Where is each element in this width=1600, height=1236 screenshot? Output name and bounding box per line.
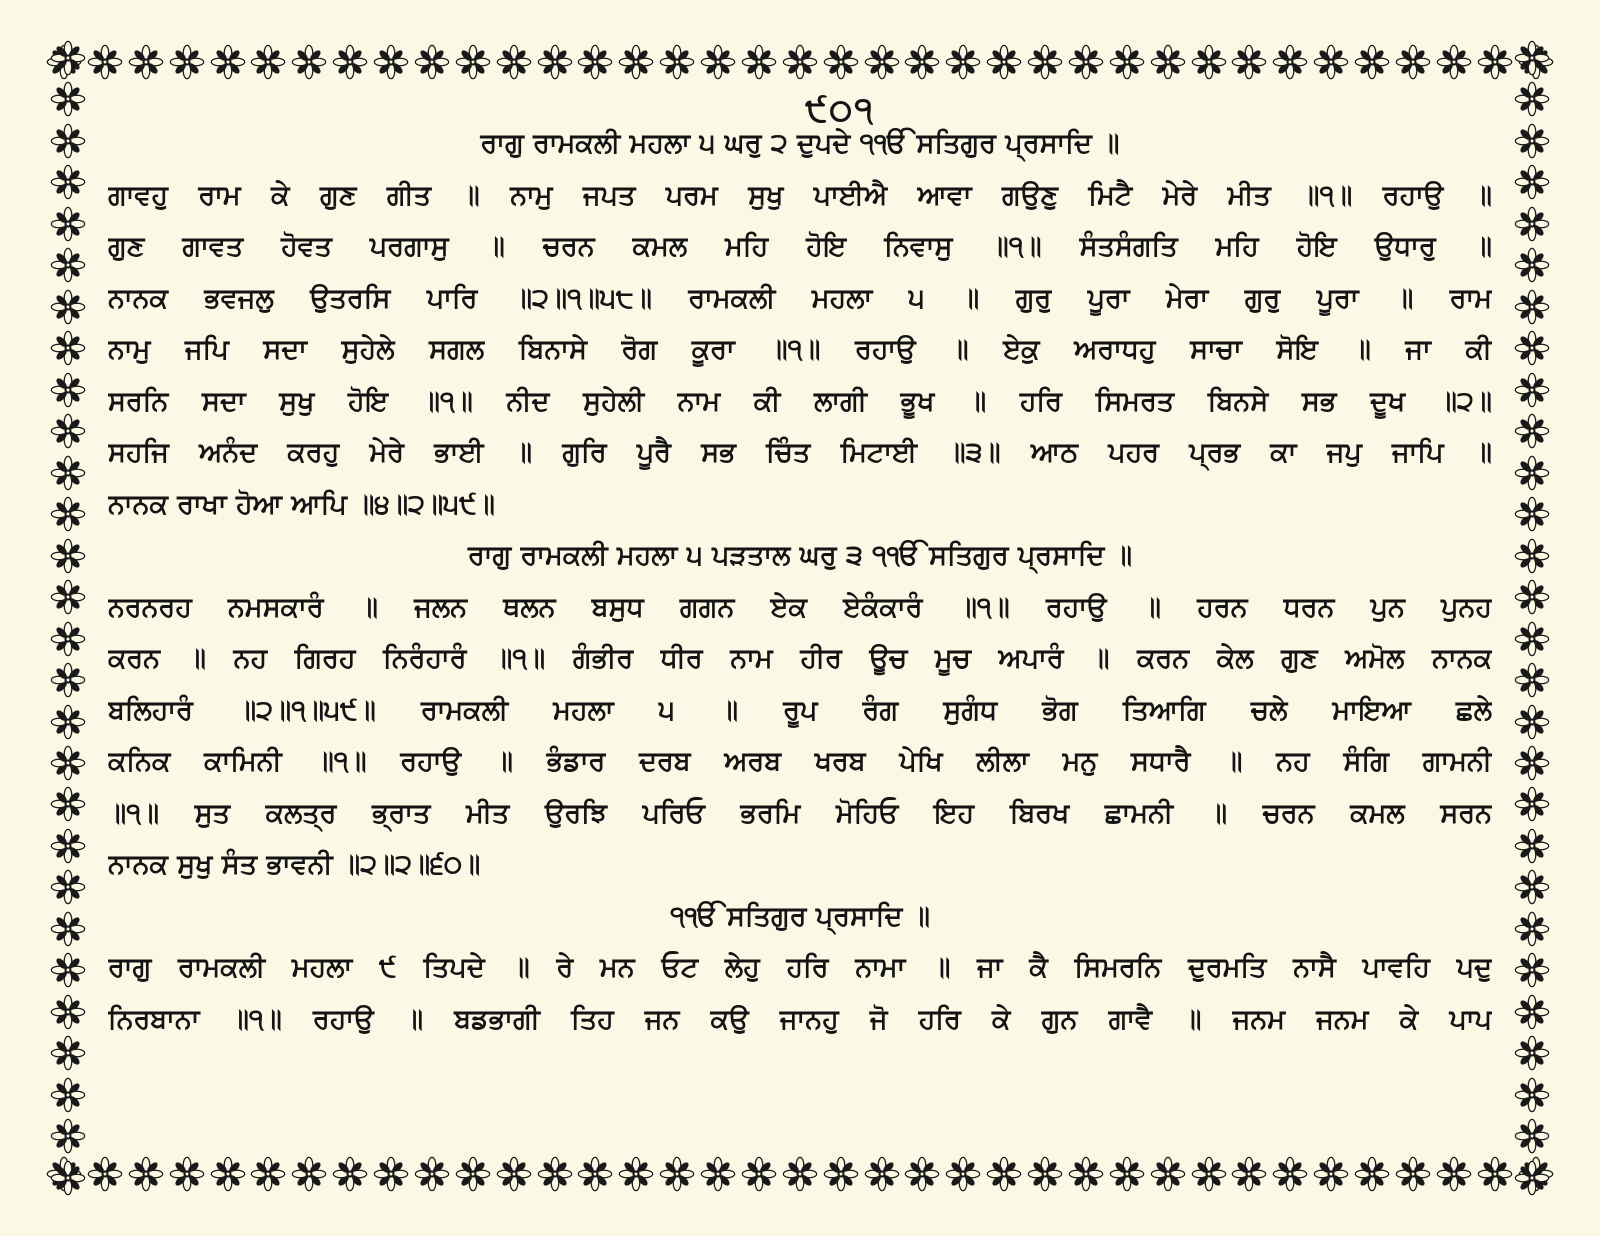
flower-icon xyxy=(50,1077,86,1113)
flower-icon xyxy=(1514,496,1550,532)
flower-icon xyxy=(1109,44,1145,80)
flower-icon xyxy=(50,372,86,408)
flower-icon xyxy=(1514,40,1550,76)
verse-line: ਨਾਨਕ ਸੁਖੁ ਸੰਤ ਭਾਵਨੀ ॥੨॥੨॥੬੦॥ xyxy=(108,849,481,880)
flower-icon xyxy=(1150,44,1186,80)
flower-icon xyxy=(1514,1118,1550,1154)
border-right xyxy=(1510,40,1554,1196)
flower-icon xyxy=(373,44,409,80)
verse-line: ਨਾਨਕ ਭਵਜਲੁ ਉਤਰਸਿ ਪਾਰਿ ॥੨॥੧॥੫੮॥ ਰਾਮਕਲੀ ਮਹਲਾ ੫ ॥ ਗੁਰੁ ਪੂਰਾ ਮੇਰਾ ਗੁਰੁ ਪੂਰਾ ॥ ਰਾਮ xyxy=(108,282,1492,314)
verse-line: ਸਰਨਿ ਸਦਾ ਸੁਖੁ ਹੋਇ ॥੧॥ ਨੀਦ ਸੁਹੇਲੀ ਨਾਮ ਕੀ ਲਾਗੀ ਭੂਖ ॥ ਹਰਿ ਸਿਮਰਤ ਬਿਨਸੇ ਸਭ ਦੂਖ ॥੨॥ xyxy=(108,385,1492,417)
verse-line: ਰਾਗੁ ਰਾਮਕਲੀ ਮਹਲਾ ੯ ਤਿਪਦੇ ॥ ਰੇ ਮਨ ਓਟ ਲੇਹੁ ਹਰਿ ਨਾਮਾ ॥ ਜਾ ਕੈ ਸਿਮਰਨਿ ਦੁਰਮਤਿ ਨਾਸੈ ਪਾਵਹਿ ਪਦੁ xyxy=(108,952,1492,983)
flower-icon xyxy=(1477,1156,1513,1192)
flower-icon xyxy=(1514,579,1550,615)
flower-icon xyxy=(945,44,981,80)
flower-icon xyxy=(945,1156,981,1192)
flower-icon xyxy=(50,496,86,532)
flower-icon xyxy=(50,994,86,1030)
flower-icon xyxy=(50,745,86,781)
flower-icon xyxy=(618,44,654,80)
flower-icon xyxy=(782,1156,818,1192)
flower-icon xyxy=(1514,828,1550,864)
flower-icon xyxy=(455,44,491,80)
flower-icon xyxy=(87,44,123,80)
flower-icon xyxy=(50,1035,86,1071)
flower-icon xyxy=(414,1156,450,1192)
flower-icon xyxy=(1514,704,1550,740)
flower-icon xyxy=(1313,1156,1349,1192)
flower-icon xyxy=(1354,1156,1390,1192)
flower-icon xyxy=(373,1156,409,1192)
flower-icon xyxy=(128,44,164,80)
page-number: ੯੦੧ xyxy=(786,84,894,136)
flower-icon xyxy=(128,1156,164,1192)
flower-icon xyxy=(1514,786,1550,822)
flower-icon xyxy=(659,44,695,80)
flower-icon xyxy=(50,1118,86,1154)
flower-icon xyxy=(50,81,86,117)
border-left xyxy=(46,40,90,1196)
flower-icon xyxy=(87,1156,123,1192)
flower-icon xyxy=(1395,1156,1431,1192)
border-top xyxy=(46,40,1554,84)
flower-icon xyxy=(1514,123,1550,159)
flower-icon xyxy=(1395,44,1431,80)
flower-icon xyxy=(1436,44,1472,80)
scripture-text xyxy=(108,118,1492,1045)
flower-icon xyxy=(1514,911,1550,947)
flower-icon xyxy=(1231,1156,1267,1192)
verse-line: ਨਾਨਕ ਰਾਖਾ ਹੋਆ ਆਪਿ ॥੪॥੨॥੫੯॥ xyxy=(108,488,495,520)
flower-icon xyxy=(50,621,86,657)
verse-line: ਕਰਨ ॥ ਨਹ ਗਿਰਹ ਨਿਰੰਹਾਰੰ ॥੧॥ ਗੰਭੀਰ ਧੀਰ ਨਾਮ ਹੀਰ ਊਚ ਮੂਚ ਅਪਾਰੰ ॥ ਕਰਨ ਕੇਲ ਗੁਣ ਅਮੋਲ ਨਾਨਕ xyxy=(108,643,1492,674)
flower-icon xyxy=(1514,81,1550,117)
flower-icon xyxy=(1514,994,1550,1030)
flower-icon xyxy=(50,579,86,615)
flower-icon xyxy=(1514,538,1550,574)
section-heading: ਰਾਗੁ ਰਾਮਕਲੀ ਮਹਲਾ ੫ ਘਰੁ ੨ ਦੁਪਦੇ ੧ੴ ਸਤਿਗੁਰ ਪ੍ਰਸਾਦਿ ॥ xyxy=(480,128,1120,159)
verse-line: ਨਰਨਰਹ ਨਮਸਕਾਰੰ ॥ ਜਲਨ ਥਲਨ ਬਸੁਧ ਗਗਨ ਏਕ ਏਕੰਕਾਰੰ ॥੧॥ ਰਹਾਉ ॥ ਹਰਨ ਧਰਨ ਪੁਨ ਪੁਨਹ xyxy=(108,591,1492,623)
section-heading: ੧ੴ ਸਤਿਗੁਰ ਪ੍ਰਸਾਦਿ ॥ xyxy=(670,900,930,932)
flower-icon xyxy=(1354,44,1390,80)
flower-icon xyxy=(210,44,246,80)
flower-icon xyxy=(1514,372,1550,408)
flower-icon xyxy=(618,1156,654,1192)
flower-icon xyxy=(1514,1077,1550,1113)
flower-icon xyxy=(169,1156,205,1192)
flower-icon xyxy=(332,44,368,80)
flower-icon xyxy=(291,44,327,80)
flower-icon xyxy=(1313,44,1349,80)
flower-icon xyxy=(250,44,286,80)
flower-icon xyxy=(1272,44,1308,80)
flower-icon xyxy=(700,1156,736,1192)
flower-icon xyxy=(1514,206,1550,242)
flower-icon xyxy=(700,44,736,80)
flower-icon xyxy=(1514,1160,1550,1196)
flower-icon xyxy=(50,413,86,449)
flower-icon xyxy=(1068,1156,1104,1192)
flower-icon xyxy=(50,1160,86,1196)
verse-line: ਗਾਵਹੁ ਰਾਮ ਕੇ ਗੁਣ ਗੀਤ ॥ ਨਾਮੁ ਜਪਤ ਪਰਮ ਸੁਖੁ ਪਾਈਐ ਆਵਾ ਗਉਣੁ ਮਿਟੈ ਮੇਰੇ ਮੀਤ ॥੧॥ ਰਹਾਉ ॥ xyxy=(108,179,1492,211)
border-bottom xyxy=(46,1152,1554,1196)
flower-icon xyxy=(1272,1156,1308,1192)
flower-icon xyxy=(1514,745,1550,781)
flower-icon xyxy=(50,40,86,76)
flower-icon xyxy=(50,164,86,200)
flower-icon xyxy=(455,1156,491,1192)
flower-icon xyxy=(1027,44,1063,80)
flower-icon xyxy=(50,952,86,988)
flower-icon xyxy=(50,247,86,283)
flower-icon xyxy=(904,44,940,80)
flower-icon xyxy=(577,44,613,80)
flower-icon xyxy=(50,289,86,325)
verse-line: ॥੧॥ ਸੁਤ ਕਲਤ੍ਰ ਭ੍ਰਾਤ ਮੀਤ ਉਰਝਿ ਪਰਿਓ ਭਰਮਿ ਮੋਹਿਓ ਇਹ ਬਿਰਖ ਛਾਮਨੀ ॥ ਚਰਨ ਕਮਲ ਸਰਨ xyxy=(108,797,1492,829)
flower-icon xyxy=(1068,44,1104,80)
flower-icon xyxy=(1231,44,1267,80)
flower-icon xyxy=(1514,455,1550,491)
flower-icon xyxy=(1514,952,1550,988)
flower-icon xyxy=(1514,289,1550,325)
flower-icon xyxy=(50,828,86,864)
flower-icon xyxy=(1477,44,1513,80)
flower-icon xyxy=(1514,662,1550,698)
flower-icon xyxy=(50,869,86,905)
flower-icon xyxy=(904,1156,940,1192)
flower-icon xyxy=(577,1156,613,1192)
flower-icon xyxy=(50,455,86,491)
flower-icon xyxy=(50,206,86,242)
flower-icon xyxy=(332,1156,368,1192)
flower-icon xyxy=(1109,1156,1145,1192)
flower-icon xyxy=(291,1156,327,1192)
flower-icon xyxy=(496,1156,532,1192)
flower-icon xyxy=(210,1156,246,1192)
flower-icon xyxy=(741,44,777,80)
flower-icon xyxy=(1436,1156,1472,1192)
flower-icon xyxy=(50,330,86,366)
flower-icon xyxy=(50,786,86,822)
flower-icon xyxy=(50,662,86,698)
flower-icon xyxy=(50,123,86,159)
flower-icon xyxy=(741,1156,777,1192)
verse-line: ਨਿਰਬਾਨਾ ॥੧॥ ਰਹਾਉ ॥ ਬਡਭਾਗੀ ਤਿਹ ਜਨ ਕਉ ਜਾਨਹੁ ਜੋ ਹਰਿ ਕੇ ਗੁਨ ਗਾਵੈ ॥ ਜਨਮ ਜਨਮ ਕੇ ਪਾਪ xyxy=(108,1003,1492,1035)
flower-icon xyxy=(823,44,859,80)
flower-icon xyxy=(864,1156,900,1192)
flower-icon xyxy=(1514,164,1550,200)
flower-icon xyxy=(1191,1156,1227,1192)
flower-icon xyxy=(537,1156,573,1192)
flower-icon xyxy=(782,44,818,80)
flower-icon xyxy=(250,1156,286,1192)
flower-icon xyxy=(864,44,900,80)
flower-icon xyxy=(414,44,450,80)
flower-icon xyxy=(1514,330,1550,366)
flower-icon xyxy=(659,1156,695,1192)
flower-icon xyxy=(1514,413,1550,449)
verse-line: ਬਲਿਹਾਰੰ ॥੨॥੧॥੫੯॥ ਰਾਮਕਲੀ ਮਹਲਾ ੫ ॥ ਰੂਪ ਰੰਗ ਸੁਗੰਧ ਭੋਗ ਤਿਆਗਿ ਚਲੇ ਮਾਇਆ ਛਲੇ xyxy=(108,694,1492,726)
flower-icon xyxy=(50,911,86,947)
flower-icon xyxy=(986,44,1022,80)
flower-icon xyxy=(986,1156,1022,1192)
flower-icon xyxy=(1514,247,1550,283)
verse-line: ਕਨਿਕ ਕਾਮਿਨੀ ॥੧॥ ਰਹਾਉ ॥ ਭੰਡਾਰ ਦਰਬ ਅਰਬ ਖਰਬ ਪੇਖਿ ਲੀਲਾ ਮਨੁ ਸਧਾਰੈ ॥ ਨਹ ਸੰਗਿ ਗਾਮਨੀ xyxy=(108,746,1492,777)
flower-icon xyxy=(1191,44,1227,80)
flower-icon xyxy=(496,44,532,80)
flower-icon xyxy=(169,44,205,80)
flower-icon xyxy=(1514,1035,1550,1071)
verse-line: ਸਹਜਿ ਅਨੰਦ ਕਰਹੁ ਮੇਰੇ ਭਾਈ ॥ ਗੁਰਿ ਪੂਰੈ ਸਭ ਚਿੰਤ ਮਿਟਾਈ ॥੩॥ ਆਠ ਪਹਰ ਪ੍ਰਭ ਕਾ ਜਪੁ ਜਾਪਿ ॥ xyxy=(108,437,1492,468)
flower-icon xyxy=(823,1156,859,1192)
flower-icon xyxy=(50,704,86,740)
section-heading: ਰਾਗੁ ਰਾਮਕਲੀ ਮਹਲਾ ੫ ਪੜਤਾਲ ਘਰੁ ੩ ੧ੴ ਸਤਿਗੁਰ ਪ੍ਰਸਾਦਿ ॥ xyxy=(467,540,1133,571)
verse-line: ਗੁਣ ਗਾਵਤ ਹੋਵਤ ਪਰਗਾਸੁ ॥ ਚਰਨ ਕਮਲ ਮਹਿ ਹੋਇ ਨਿਵਾਸੁ ॥੧॥ ਸੰਤਸੰਗਤਿ ਮਹਿ ਹੋਇ ਉਧਾਰੁ ॥ xyxy=(108,231,1492,262)
flower-icon xyxy=(50,538,86,574)
flower-icon xyxy=(1027,1156,1063,1192)
flower-icon xyxy=(1514,621,1550,657)
flower-icon xyxy=(1150,1156,1186,1192)
flower-icon xyxy=(537,44,573,80)
flower-icon xyxy=(1514,869,1550,905)
verse-line: ਨਾਮੁ ਜਪਿ ਸਦਾ ਸੁਹੇਲੇ ਸਗਲ ਬਿਨਾਸੇ ਰੋਗ ਕੂਰਾ ॥੧॥ ਰਹਾਉ ॥ ਏਕੁ ਅਰਾਧਹੁ ਸਾਚਾ ਸੋਇ ॥ ਜਾ ਕੀ xyxy=(108,334,1492,365)
